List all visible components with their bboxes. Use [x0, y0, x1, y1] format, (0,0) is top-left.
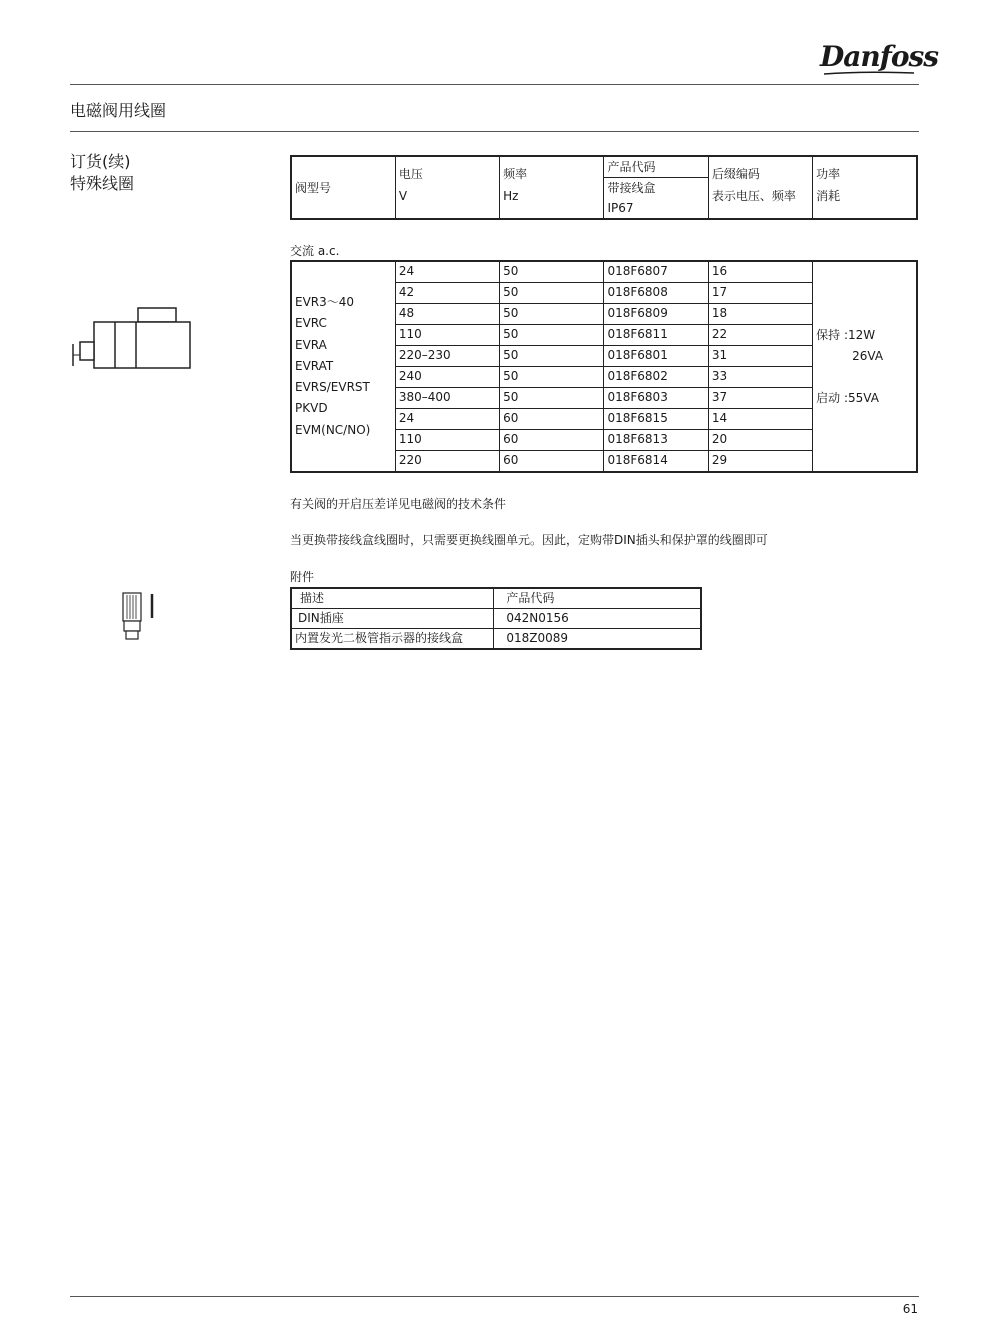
hdr-voltage-label: 电压 — [398, 167, 423, 181]
accessory-desc: DIN插座 — [291, 609, 494, 629]
valve-model: EVM(NC/NO) — [295, 422, 371, 437]
accessory-code: 018Z0089 — [494, 629, 701, 650]
accessory-code: 042N0156 — [494, 609, 701, 629]
code-cell: 018F6803 — [604, 388, 708, 409]
voltage-cell: 110 — [395, 325, 499, 346]
suffix-cell: 22 — [708, 325, 812, 346]
hdr-code-label: 产品代码 — [604, 156, 708, 178]
code-cell: 018F6814 — [604, 451, 708, 473]
frequency-cell: 60 — [500, 451, 604, 473]
frequency-cell: 60 — [500, 430, 604, 451]
frequency-cell: 50 — [500, 346, 604, 367]
power-start: 启动 :55VA — [816, 390, 879, 405]
power-cell — [813, 261, 917, 472]
ac-label: 交流 a.c. — [290, 244, 340, 258]
table-row — [291, 609, 701, 629]
voltage-cell: 220 — [395, 451, 499, 473]
side-title-line2: 特殊线圈 — [70, 174, 135, 193]
hdr-power-label: 功率 — [816, 167, 841, 181]
valve-model: EVR3～40 — [295, 294, 355, 309]
ac-coil-table — [290, 260, 918, 473]
power-hold-va: 26VA — [852, 348, 884, 363]
hdr-voltage — [395, 156, 499, 219]
hdr-power — [813, 156, 917, 219]
table-row — [291, 261, 917, 283]
code-cell: 018F6815 — [604, 409, 708, 430]
valve-model: PKVD — [295, 401, 328, 416]
valve-model: EVRAT — [295, 358, 334, 373]
table-row — [291, 629, 701, 650]
footer-rule — [70, 1296, 919, 1297]
suffix-cell: 17 — [708, 283, 812, 304]
suffix-cell: 37 — [708, 388, 812, 409]
voltage-cell: 220–230 — [395, 346, 499, 367]
hdr-frequency-unit: Hz — [503, 189, 519, 203]
suffix-cell: 14 — [708, 409, 812, 430]
hdr-power-desc: 消耗 — [816, 189, 841, 203]
suffix-cell: 31 — [708, 346, 812, 367]
frequency-cell: 50 — [500, 283, 604, 304]
note-replacement: 当更换带接线盒线圈时，只需要更换线圈单元。因此，定购带DIN插头和保护罩的线圈即可 — [290, 533, 768, 547]
voltage-cell: 380–400 — [395, 388, 499, 409]
accessories-header-row — [291, 588, 701, 609]
accessories-caption: 附件 — [290, 570, 315, 584]
accessory-desc: 内置发光二极管指示器的接线盒 — [291, 629, 494, 650]
voltage-cell: 24 — [395, 261, 499, 283]
frequency-cell: 50 — [500, 304, 604, 325]
side-title-line1: 订货(续) — [70, 152, 131, 171]
accessories-header-desc: 描述 — [291, 588, 494, 609]
valve-models-cell — [291, 261, 395, 472]
hdr-suffix — [708, 156, 812, 219]
voltage-cell: 42 — [395, 283, 499, 304]
valve-model: EVRS/EVRST — [295, 380, 370, 395]
code-cell: 018F6813 — [604, 430, 708, 451]
hdr-frequency-label: 频率 — [503, 167, 528, 181]
hdr-code-junction: 带接线盒 — [604, 178, 708, 199]
frequency-cell: 50 — [500, 325, 604, 346]
code-cell: 018F6801 — [604, 346, 708, 367]
coil-drawing-icon — [70, 306, 194, 372]
suffix-cell: 18 — [708, 304, 812, 325]
hdr-model: 阀型号 — [291, 156, 395, 219]
section-rule — [70, 131, 919, 132]
header-table — [290, 155, 918, 220]
voltage-cell: 48 — [395, 304, 499, 325]
hdr-frequency — [500, 156, 604, 219]
hdr-voltage-unit: V — [398, 189, 408, 203]
frequency-cell: 60 — [500, 409, 604, 430]
frequency-cell: 50 — [500, 367, 604, 388]
danfoss-logo: Danfoss — [820, 40, 939, 73]
frequency-cell: 50 — [500, 388, 604, 409]
accessories-header-code: 产品代码 — [494, 588, 701, 609]
code-cell: 018F6809 — [604, 304, 708, 325]
code-cell: 018F6807 — [604, 261, 708, 283]
hdr-suffix-desc: 表示电压、频率 — [711, 189, 796, 203]
power-spacer — [816, 367, 913, 388]
code-cell: 018F6811 — [604, 325, 708, 346]
code-cell: 018F6808 — [604, 283, 708, 304]
suffix-cell: 16 — [708, 261, 812, 283]
page-number: 61 — [902, 1302, 918, 1316]
top-rule — [70, 84, 919, 85]
logo-swash-icon — [822, 70, 916, 76]
hdr-suffix-label: 后缀编码 — [711, 167, 760, 181]
frequency-cell: 50 — [500, 261, 604, 283]
voltage-cell: 110 — [395, 430, 499, 451]
note-pressure: 有关阀的开启压差详见电磁阀的技术条件 — [290, 497, 507, 511]
voltage-cell: 240 — [395, 367, 499, 388]
hdr-code-ip: IP67 — [604, 198, 708, 219]
valve-model: EVRA — [295, 337, 327, 352]
code-cell: 018F6802 — [604, 367, 708, 388]
valve-model: EVRC — [295, 316, 327, 331]
suffix-cell: 29 — [708, 451, 812, 473]
section-title: 电磁阀用线圈 — [70, 101, 167, 120]
accessories-table — [290, 587, 702, 650]
suffix-cell: 33 — [708, 367, 812, 388]
voltage-cell: 24 — [395, 409, 499, 430]
power-hold: 保持 :12W — [816, 327, 876, 342]
suffix-cell: 20 — [708, 430, 812, 451]
din-socket-icon — [118, 590, 162, 642]
